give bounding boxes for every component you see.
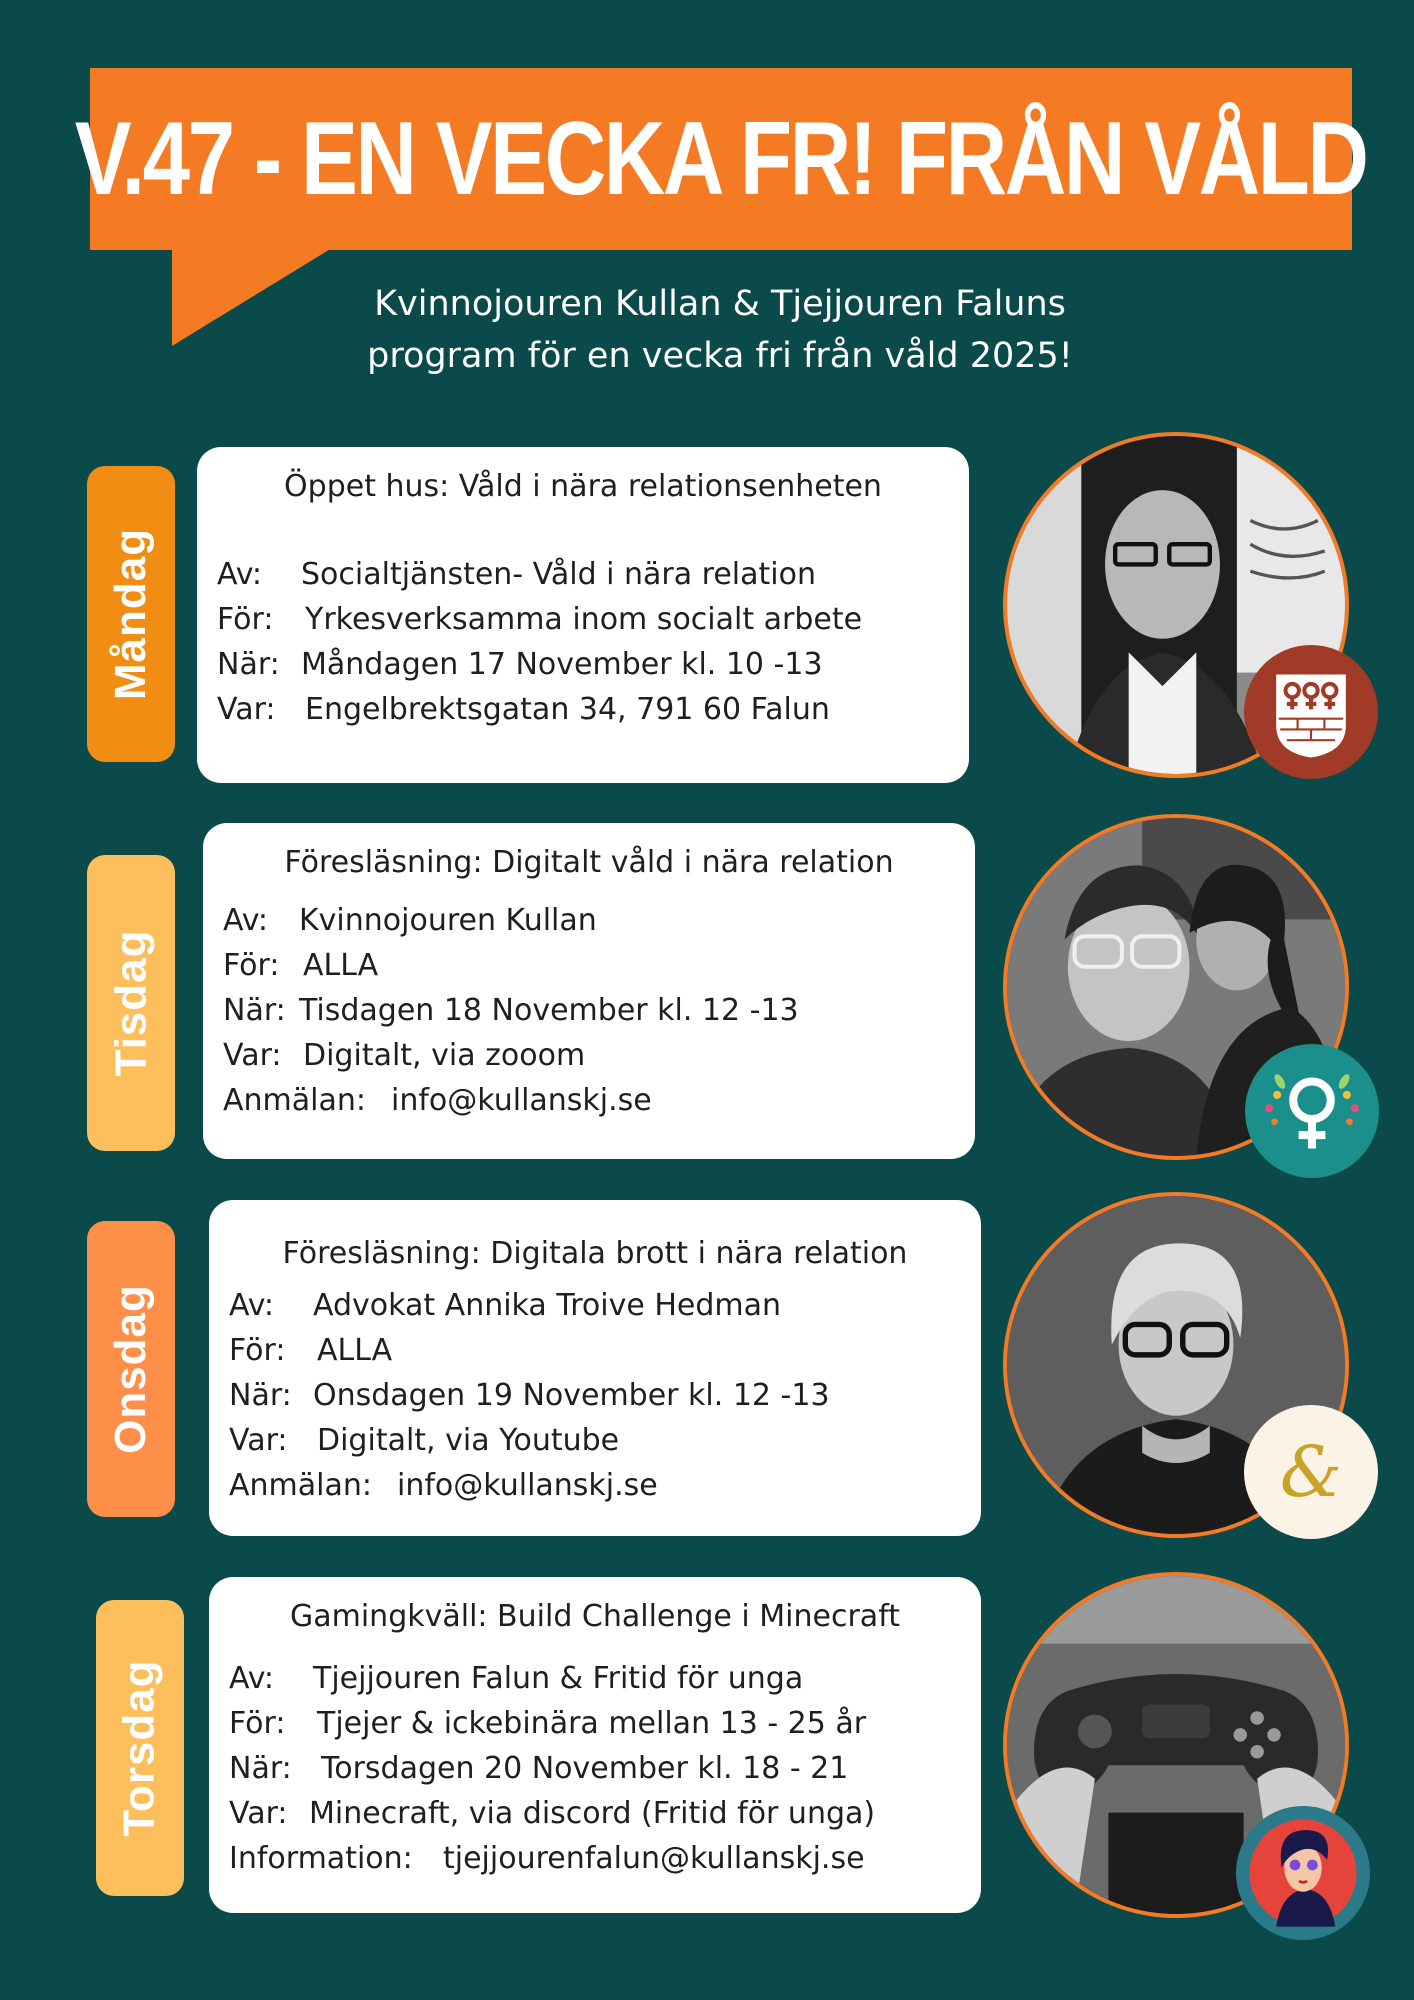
day-label: Onsdag [106, 1284, 156, 1454]
day-tab-tuesday [87, 855, 175, 1151]
day-tab-monday [87, 466, 175, 762]
event-row-by: Av: Tjejjouren Falun & Fritid för unga [229, 1661, 804, 1696]
event-row-where: Var: Digitalt, via zooom [223, 1038, 586, 1073]
event-row-where: Var: Engelbrektsgatan 34, 791 60 Falun [217, 692, 830, 727]
day-label: Måndag [106, 527, 156, 701]
event-row-for: För: Tjejer & ickebinära mellan 13 - 25 år [229, 1706, 867, 1741]
subtitle [260, 278, 1180, 382]
ampersand-glyph: & [1279, 1431, 1343, 1513]
event-card-thursday [209, 1577, 981, 1913]
event-title: Gamingkväll: Build Challenge i Minecraft [289, 1599, 900, 1634]
event-row-by: Av: Socialtjänsten- Våld i nära relation [217, 557, 816, 592]
girl-avatar-icon [1236, 1806, 1370, 1940]
event-row-where: Var: Digitalt, via Youtube [229, 1423, 620, 1458]
event-title: Föresläsning: Digitalt våld i nära relation [284, 845, 894, 880]
event-row-registration: Anmälan: info@kullanskj.se [223, 1083, 652, 1118]
day-label: Tisdag [106, 929, 156, 1077]
event-row-by: Av: Advokat Annika Troive Hedman [229, 1288, 782, 1323]
subtitle-line-2: program för en vecka fri från våld 2025! [367, 336, 1073, 376]
event-row-for: För: ALLA [229, 1333, 393, 1368]
event-card-tuesday [203, 823, 975, 1159]
subtitle-line-1: Kvinnojouren Kullan & Tjejjouren Faluns [374, 284, 1066, 324]
event-title: Öppet hus: Våld i nära relationsenheten [284, 469, 882, 504]
municipal-shield-icon [1244, 645, 1378, 779]
venus-symbol-icon [1245, 1044, 1379, 1178]
event-row-registration: Anmälan: info@kullanskj.se [229, 1468, 658, 1503]
event-row-when: När: Tisdagen 18 November kl. 12 -13 [223, 993, 799, 1028]
ampersand-icon [1244, 1405, 1378, 1539]
day-tab-thursday [96, 1600, 184, 1896]
day-tab-wednesday [87, 1221, 175, 1517]
event-row-for: För: Yrkesverksamma inom socialt arbete [217, 602, 863, 637]
event-row-when: När: Torsdagen 20 November kl. 18 - 21 [229, 1751, 849, 1786]
event-row-information: Information: tjejjourenfalun@kullanskj.se [229, 1841, 865, 1876]
event-row-by: Av: Kvinnojouren Kullan [223, 903, 597, 938]
event-card-monday [197, 447, 969, 783]
event-row-when: När: Måndagen 17 November kl. 10 -13 [217, 647, 823, 682]
event-row-when: När: Onsdagen 19 November kl. 12 -13 [229, 1378, 830, 1413]
event-title: Föresläsning: Digitala brott i nära relation [282, 1236, 908, 1271]
event-card-wednesday [209, 1200, 981, 1536]
page-title: V.47 - EN VECKA FR! FRÅN VÅLD [75, 100, 1367, 217]
day-label: Torsdag [115, 1659, 164, 1837]
title-banner [75, 68, 1367, 250]
event-row-where: Var: Minecraft, via discord (Fritid för unga) [229, 1796, 876, 1831]
event-row-for: För: ALLA [223, 948, 379, 983]
